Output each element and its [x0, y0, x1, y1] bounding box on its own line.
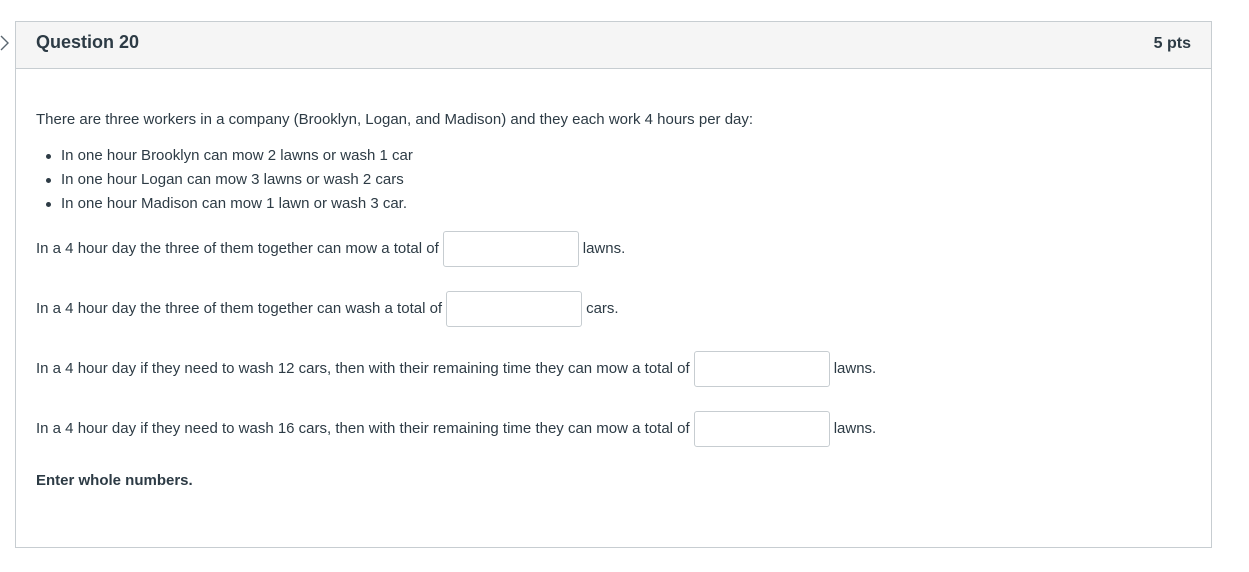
prompt-text: In a 4 hour day if they need to wash 12 cars, then with their remaining time they can mow a total of	[36, 360, 690, 377]
question-points: 5 pts	[1153, 35, 1191, 52]
unit-text: lawns.	[833, 420, 877, 437]
answer-input-total-lawns[interactable]	[443, 231, 579, 267]
question-panel	[15, 21, 1212, 548]
list-item: In one hour Brooklyn can mow 2 lawns or wash 1 car	[61, 146, 413, 170]
question-title: Question 20	[36, 32, 140, 52]
list-item: In one hour Madison can mow 1 lawn or wash 3 car.	[61, 194, 413, 218]
fill-in-row-total-cars	[36, 290, 619, 328]
question-header	[16, 22, 1211, 69]
unit-text: cars.	[586, 300, 619, 317]
worker-rates-list	[36, 146, 413, 218]
answer-input-lawns-after-12-cars[interactable]	[694, 351, 830, 387]
fill-in-row-lawns-after-12-cars	[36, 350, 876, 388]
fill-in-row-total-lawns	[36, 230, 625, 268]
fill-in-row-lawns-after-16-cars	[36, 410, 876, 448]
answer-input-total-cars[interactable]	[446, 291, 582, 327]
unit-text: lawns.	[582, 240, 626, 257]
question-intro: There are three workers in a company (Brooklyn, Logan, and Madison) and they each work 4 hours per day:	[36, 111, 754, 128]
instruction-note: Enter whole numbers.	[36, 472, 193, 489]
unit-text: lawns.	[833, 360, 877, 377]
prompt-text: In a 4 hour day if they need to wash 16 cars, then with their remaining time they can mow a total of	[36, 420, 690, 437]
prompt-text: In a 4 hour day the three of them together can mow a total of	[36, 240, 439, 257]
prompt-text: In a 4 hour day the three of them together can wash a total of	[36, 300, 443, 317]
list-item: In one hour Logan can mow 3 lawns or wash 2 cars	[61, 170, 413, 194]
answer-input-lawns-after-16-cars[interactable]	[694, 411, 830, 447]
chevron-right-icon[interactable]	[0, 34, 12, 52]
